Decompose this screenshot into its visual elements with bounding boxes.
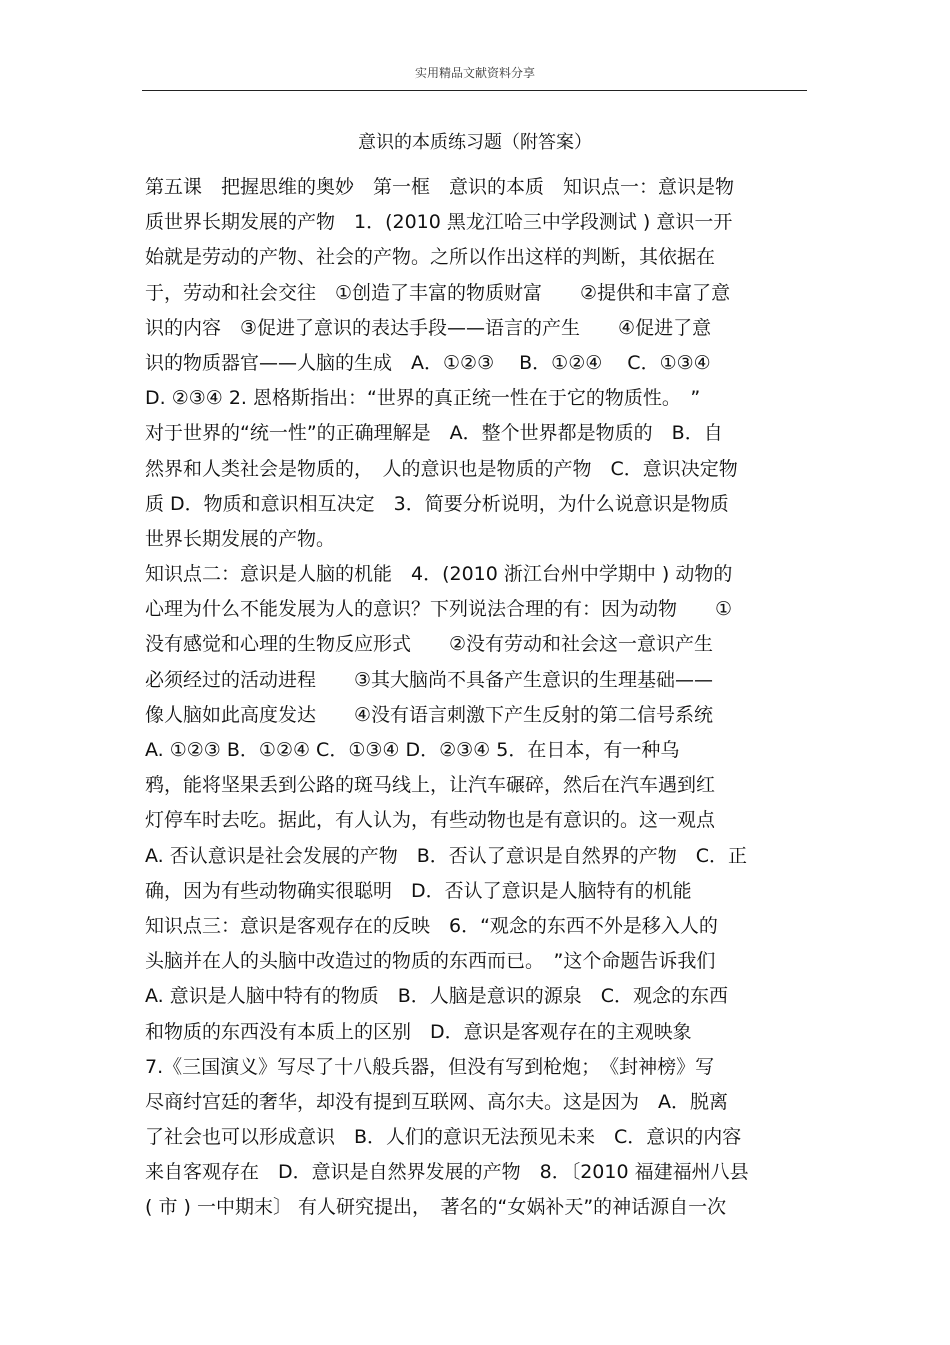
text-line: 始就是劳动的产物、社会的产物。之所以作出这样的判断，其依据在: [145, 246, 716, 269]
text-line: 世界长期发展的产物。: [145, 527, 336, 550]
document-body: [145, 170, 810, 1226]
text-line: 头脑并在人的头脑中改造过的物质的东西而已。 ”这个命题告诉我们: [145, 950, 716, 973]
text-line: 确，因为有些动物确实很聪明 D．否认了意识是人脑特有的机能: [145, 879, 692, 902]
text-line: ( 市 ) 一中期末〕 有人研究提出， 著名的“女娲补天”的神话源自一次: [145, 1196, 727, 1219]
text-line: 知识点三：意识是客观存在的反映 6．“观念的东西不外是移入人的: [145, 914, 718, 937]
text-line: 知识点二：意识是人脑的机能 4．(2010 浙江台州中学期中 ) 动物的: [145, 563, 733, 586]
page-header: 实用精品文献资料分享: [414, 66, 535, 80]
document-title: 意识的本质练习题（附答案）: [358, 132, 592, 153]
text-line: 第五课 把握思维的奥妙 第一框 意识的本质 知识点一：意识是物: [145, 176, 735, 198]
text-line: 像人脑如此高度发达 ④没有语言刺激下产生反射的第二信号系统: [145, 703, 714, 726]
text-line: A. 意识是人脑中特有的物质 B．人脑是意识的源泉 C．观念的东西: [145, 985, 729, 1008]
header-divider: [142, 90, 807, 91]
text-line: 必须经过的活动进程 ③其大脑尚不具备产生意识的生理基础——: [145, 668, 714, 691]
text-line: A. ①②③ B．①②④ C．①③④ D．②③④ 5．在日本，有一种乌: [145, 739, 680, 761]
text-line: 灯停车时去吃。据此，有人认为，有些动物也是有意识的。这一观点: [145, 809, 716, 832]
text-line: 识的物质器官——人脑的生成 A．①②③ B．①②④ C．①③④: [145, 351, 711, 374]
text-line: 对于世界的“统一性”的正确理解是 A．整个世界都是物质的 B．自: [145, 422, 723, 445]
text-line: A. 否认意识是社会发展的产物 B．否认了意识是自然界的产物 C．正: [145, 844, 748, 867]
text-line: 质 D．物质和意识相互决定 3．简要分析说明，为什么说意识是物质: [145, 492, 729, 515]
text-line: 没有感觉和心理的生物反应形式 ②没有劳动和社会这一意识产生: [145, 633, 714, 656]
text-line: 7.《三国演义》写尽了十八般兵器，但没有写到枪炮； 《封神榜》写: [145, 1055, 715, 1078]
text-line: 于，劳动和社会交往 ①创造了丰富的物质财富 ②提供和丰富了意: [145, 281, 731, 304]
text-line: 鸦，能将坚果丢到公路的斑马线上，让汽车碾碎，然后在汽车遇到红: [145, 774, 716, 797]
text-line: 和物质的东西没有本质上的区别 D．意识是客观存在的主观映象: [145, 1020, 692, 1043]
text-line: 来自客观存在 D．意识是自然界发展的产物 8．〔2010 福建福州八县: [145, 1161, 749, 1184]
text-line: 然界和人类社会是物质的， 人的意识也是物质的产物 C．意识决定物: [145, 457, 738, 480]
text-line: 了社会也可以形成意识 B．人们的意识无法预见未来 C．意识的内容: [145, 1126, 742, 1149]
text-line: 心理为什么不能发展为人的意识？下列说法合理的有：因为动物 ①: [145, 598, 733, 621]
text-line: 质世界长期发展的产物 1．(2010 黑龙江哈三中学段测试 ) 意识一开: [145, 211, 733, 234]
text-line: 识的内容 ③促进了意识的表达手段——语言的产生 ④促进了意: [145, 316, 712, 339]
text-line: 尽商纣宫廷的奢华，却没有提到互联网、高尔夫。这是因为 A．脱离: [145, 1090, 728, 1113]
text-line: D. ②③④ 2. 恩格斯指出：“世界的真正统一性在于它的物质性。 ”: [145, 387, 701, 410]
